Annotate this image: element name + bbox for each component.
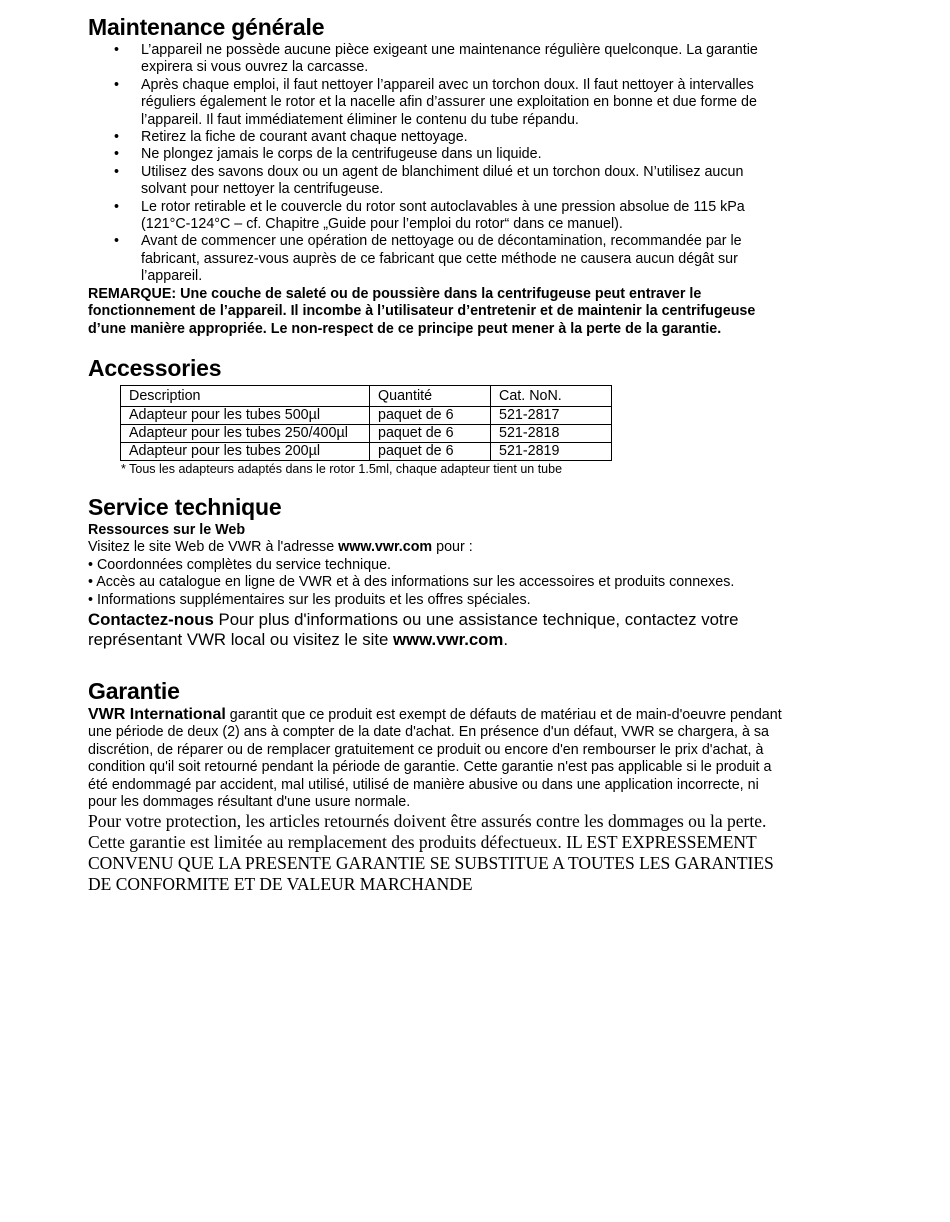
maintenance-remark: REMARQUE: Une couche de saleté ou de poussière dans la centrifugeuse peut entraver le fonctionnement de l’appareil. Il incombe à l’utilisateur d’entretenir et de maintenir la centrifugeuse d’une manière appropriée. Le non-respect de ce principe peut mener à la perte de la garantie. [88,285,756,337]
accessories-footnote: * Tous les adapteurs adaptés dans le rotor 1.5ml, chaque adapteur tient un tube [121,461,563,476]
column-header-quantity: Quantité [370,385,491,406]
list-item: • Ne plongez jamais le corps de la centrifugeuse dans un liquide. [141,146,788,163]
table-row [121,442,612,460]
table-cell-catalog-number: 521-2818 [491,424,612,442]
warranty-section [88,676,788,895]
service-subtitle: Ressources sur le Web [88,521,246,538]
service-visit-line [88,539,788,556]
contact-text: Pour plus d'informations ou une assistance technique, contactez votre représentant VWR local ou visitez le site [88,609,739,650]
service-title: Service technique [88,493,282,520]
table-cell-description: Adapteur pour les tubes 200µl [121,442,370,460]
warranty-company: VWR International [88,705,226,723]
list-item: • L’appareil ne possède aucune pièce exigeant une maintenance régulière quelconque. La garantie expirera si vous ouvrez la carcasse. [141,42,788,77]
table-cell-quantity: paquet de 6 [370,442,491,460]
contact-website-link[interactable]: www.vwr.com [393,630,504,650]
list-item: • Avant de commencer une opération de nettoyage ou de décontamination, recommandée par le fabricant, assurez-vous auprès de ce fabricant que cette méthode ne causera aucun dégât sur l’appareil. [141,233,788,285]
service-bullet: • Coordonnées complètes du service technique. [88,556,392,573]
service-bullet: • Accès au catalogue en ligne de VWR et à des informations sur les accessoires et produits connexes. [88,574,735,591]
table-cell-description: Adapteur pour les tubes 250/400µl [121,424,370,442]
table-cell-catalog-number: 521-2819 [491,442,612,460]
accessories-section [88,353,788,477]
maintenance-list [88,42,788,286]
contact-label: Contactez-nous [88,609,214,629]
document-content [88,12,788,895]
list-item: • Après chaque emploi, il faut nettoyer l’appareil avec un torchon doux. Il faut nettoyer à intervalles réguliers également le rotor et la nacelle afin d’assurer une exploitation en bonne et due forme de l’appareil. Il faut immédiatement éliminer le contenu du tube répandu. [141,77,788,129]
table-cell-description: Adapteur pour les tubes 500µl [121,406,370,424]
contact-end: . [503,630,509,650]
warranty-serif-paragraph: Pour votre protection, les articles retournés doivent être assurés contre les dommages ou la perte. Cette garantie est limitée au remplacement des produits défectueux. IL EST EXPRESSEMENT CONVENU QUE LA PRESENTE GARANTIE SE SUBSTITUE A TOUTES LES GARANTIES DE CONFORMITE ET DE VALEUR MARCHANDE [88,811,774,894]
list-item: • Retirez la fiche de courant avant chaque nettoyage. [141,129,788,146]
visit-suffix: pour : [432,539,473,556]
warranty-text: garantit que ce produit est exempt de défauts de matériau et de main-d'oeuvre pendant une période de deux (2) ans à compter de la date d'achat. En présence d'un défaut, VWR se chargera, à sa discrétion, de réparer ou de remplacer gratuitement ce produit ou encore d'en rembourser le prix d'achat, à condition qu'il soit retourné pendant la période de garantie. Cette garantie n'est pas applicable si le produit a été endommagé par accident, mal utilisé, utilisé de manière abusive ou dans une application incorrecte, ni pour les dommages résultant d'une usure normale. [88,706,782,810]
column-header-catalog-number: Cat. NoN. [491,385,612,406]
contact-paragraph [88,610,788,651]
maintenance-section [88,12,788,338]
table-header-row [121,385,612,406]
table-cell-quantity: paquet de 6 [370,406,491,424]
warranty-paragraph [88,706,788,811]
warranty-title: Garantie [88,677,180,704]
vwr-website-link[interactable]: www.vwr.com [338,539,433,556]
list-item: • Le rotor retirable et le couvercle du rotor sont autoclavables à une pression absolue de 115 kPa (121°C-124°C – cf. Chapitre „Guide pour l’emploi du rotor“ dans ce manuel). [141,199,788,234]
maintenance-title: Maintenance générale [88,14,325,40]
accessories-table [120,385,612,461]
service-section [88,492,788,651]
service-bullet: • Informations supplémentaires sur les produits et les offres spéciales. [88,591,531,608]
table-row [121,424,612,442]
table-cell-quantity: paquet de 6 [370,424,491,442]
list-item: • Utilisez des savons doux ou un agent de blanchiment dilué et un torchon doux. N’utilisez aucun solvant pour nettoyer la centrifugeuse. [141,164,788,199]
table-row [121,406,612,424]
visit-prefix: Visitez le site Web de VWR à l'adresse [88,539,339,556]
column-header-description: Description [121,385,370,406]
accessories-title: Accessories [88,354,222,381]
table-cell-catalog-number: 521-2817 [491,406,612,424]
